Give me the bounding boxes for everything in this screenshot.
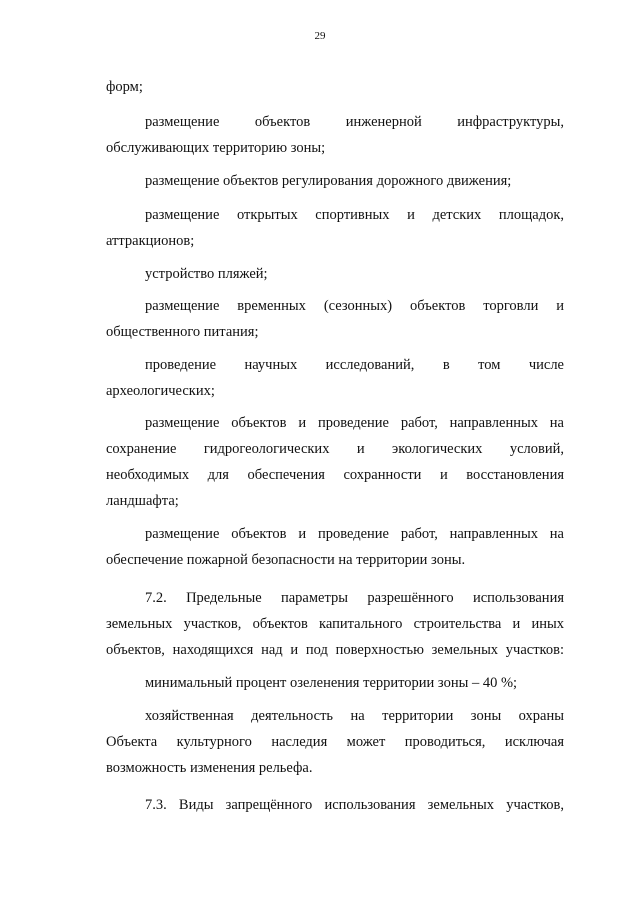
text-line: 7.2. Предельные параметры разрешённого использования: [145, 590, 564, 606]
text-line: объектов, находящихся над и под поверхностью земельных участков:: [106, 642, 564, 658]
text-line: обеспечение пожарной безопасности на территории зоны.: [106, 552, 466, 568]
text-line: общественного питания;: [106, 324, 259, 340]
text-line: археологических;: [106, 383, 215, 399]
text-line: земельных участков, объектов капитального строительства и иных: [106, 616, 564, 632]
text-line: сохранение гидрогеологических и экологических условий,: [106, 441, 564, 457]
text-line: форм;: [106, 79, 143, 95]
text-line: 7.3. Виды запрещённого использования земельных участков,: [145, 797, 564, 813]
page-number: 29: [314, 30, 326, 42]
text-line: устройство пляжей;: [145, 266, 268, 282]
text-line: размещение объектов регулирования дорожного движения;: [145, 173, 512, 189]
text-line: проведение научных исследований, в том числе: [145, 357, 564, 373]
text-line: размещение временных (сезонных) объектов торговли и: [145, 298, 564, 314]
text-line: минимальный процент озеленения территории зоны – 40 %;: [145, 675, 518, 691]
text-line: Объекта культурного наследия может проводиться, исключая: [106, 734, 564, 750]
text-line: необходимых для обеспечения сохранности и восстановления: [106, 467, 564, 483]
text-line: возможность изменения рельефа.: [106, 760, 313, 776]
text-line: размещение объектов и проведение работ, направленных на: [145, 415, 564, 431]
text-line: размещение открытых спортивных и детских площадок,: [145, 207, 564, 223]
text-line: аттракционов;: [106, 233, 195, 249]
text-line: размещение объектов инженерной инфраструктуры,: [145, 114, 564, 130]
text-line: хозяйственная деятельность на территории зоны охраны: [145, 708, 564, 724]
text-line: размещение объектов и проведение работ, направленных на: [145, 526, 564, 542]
text-line: ландшафта;: [106, 493, 179, 509]
text-line: обслуживающих территорию зоны;: [106, 140, 326, 156]
